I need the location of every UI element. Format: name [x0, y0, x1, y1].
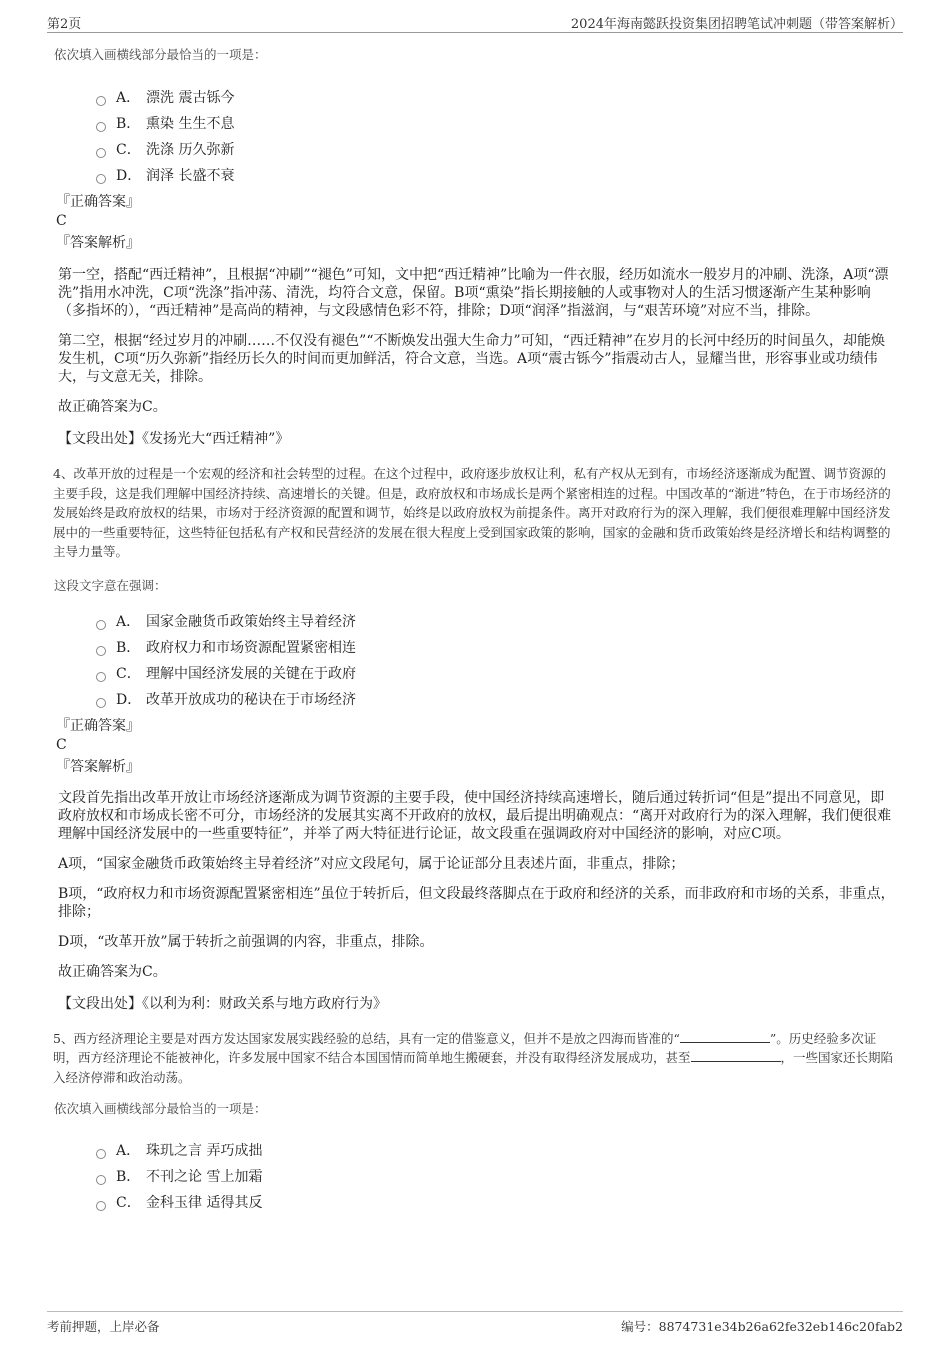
q3-analysis-label: 『答案解析』 [56, 235, 140, 251]
q4-analysis-p1: 文段首先指出改革开放让市场经济逐渐成为调节资源的主要手段，使中国经济持续高速增长，随后通过转折词“但是”提出不同意见，即政府放权和市场成长密不可分，市场经济的发展其实离不开政府的放权，最后提出明确观点：“离开对政府行为的深入理解，我们便很难理解中国经济发展中的一些重要特征”，并举了两大特征进行论证，故文段重在强调政府对中国经济的影响，对应C项。 [58, 789, 892, 842]
q4-analysis-p3: B项，“政府权力和市场资源配置紧密相连”虽位于转折后，但文段最终落脚点在于政府和经济的关系，而非政府和市场的关系，非重点，排除； [58, 885, 895, 920]
q4-option-b[interactable]: B． 政府权力和市场资源配置紧密相连 [96, 635, 896, 661]
q3-answer-label: 『正确答案』 [56, 194, 140, 210]
page-header [47, 10, 903, 33]
q3-option-b[interactable]: B． 熏染 生生不息 [96, 111, 896, 137]
q3-analysis-p1: 第一空，搭配“西迁精神”，且根据“冲刷”“褪色”可知，文中把“西迁精神”比喻为一件衣服，经历如流水一般岁月的冲刷、洗涤，A项“漂洗”指用水冲洗，C项“洗涤”指冲荡、清洗，均符合文意，保留。B项“熏染”指长期接触的人或事物对人的生活习惯逐渐产生某种影响（多指坏的），“西迁精神”是高尚的精神，与文段感情色彩不符，排除；D项“润泽”指滋润，与“艰苦环境”对应不当，排除。 [58, 267, 889, 319]
q4-option-a[interactable]: A． 国家金融货币政策始终主导着经济 [96, 609, 896, 635]
q5-option-a[interactable]: A． 珠玑之言 弄巧成拙 [96, 1138, 896, 1164]
radio-icon[interactable] [96, 122, 106, 132]
blank-line-1 [680, 1030, 770, 1043]
q4-answer: C [56, 736, 67, 753]
radio-icon[interactable] [96, 174, 106, 184]
q3-analysis-p3: 故正确答案为C。 [58, 399, 167, 415]
q5-option-c[interactable]: C． 金科玉律 适得其反 [96, 1190, 896, 1216]
q4-option-c[interactable]: C． 理解中国经济发展的关键在于政府 [96, 661, 896, 687]
q3-answer: C [56, 213, 67, 229]
q5-options [96, 1138, 896, 1216]
q3-prompt: 依次填入画横线部分最恰当的一项是： [54, 47, 267, 62]
footer-slogan: 考前押题，上岸必备 [47, 1319, 160, 1334]
q5-question: 5、西方经济理论主要是对西方发达国家发展实践经验的总结，具有一定的借鉴意义，但并不是放之四海而皆准的“ ”。历史经验多次证明，西方经济理论不能被神化，许多发展中国家不结合本国国情而简单地生搬硬套，并没有取得经济发展成功，甚至 ，一些国家还长期陷入经济停滞和政治动荡。 [53, 1030, 894, 1085]
q4-options [96, 609, 896, 713]
blank-line-2 [691, 1049, 781, 1062]
radio-icon[interactable] [96, 672, 106, 682]
q4-option-d[interactable]: D． 改革开放成功的秘诀在于市场经济 [96, 687, 896, 713]
radio-icon[interactable] [96, 148, 106, 158]
radio-icon[interactable] [96, 646, 106, 656]
q4-answer-label: 『正确答案』 [56, 717, 140, 734]
q3-source: 【文段出处】《发扬光大“西迁精神”》 [58, 431, 290, 447]
radio-icon[interactable] [96, 620, 106, 630]
q4-analysis-p4: D项，“改革开放”属于转折之前强调的内容，非重点，排除。 [58, 933, 434, 950]
radio-icon[interactable] [96, 698, 106, 708]
page-content [54, 38, 896, 1216]
q4-prompt: 这段文字意在强调： [54, 577, 167, 593]
q3-options [96, 85, 896, 189]
q5-option-b[interactable]: B． 不刊之论 雪上加霜 [96, 1164, 896, 1190]
q4-question: 4、改革开放的过程是一个宏观的经济和社会转型的过程。在这个过程中，政府逐步放权让利，私有产权从无到有，市场经济逐渐成为配置、调节资源的主要手段，这是我们理解中国经济持续、高速增长的关键。但是，政府放权和市场成长是两个紧密相连的过程。中国改革的“渐进”特色，在于市场经济的发展始终是政府放权的结果，市场对于经济资源的配置和调节，始终是以政府放权为前提条件。离开对政府行为的深入理解，我们便很难理解中国经济发展中的一些重要特征，这些特征包括私有产权和民营经济的发展在很大程度上受到国家政策的影响，国家的金融和货币政策始终是经济增长和结构调整的主导力量等。 [53, 466, 891, 559]
q3-option-c[interactable]: C． 洗涤 历久弥新 [96, 137, 896, 163]
q4-analysis-p5: 故正确答案为C。 [58, 963, 167, 980]
q3-option-a[interactable]: A． 漂洗 震古铄今 [96, 85, 896, 111]
q4-analysis-label: 『答案解析』 [56, 758, 140, 775]
q5-prompt: 依次填入画横线部分最恰当的一项是： [54, 1101, 267, 1116]
radio-icon[interactable] [96, 1149, 106, 1159]
page-footer [47, 1311, 903, 1338]
q4-analysis-p2: A项，“国家金融货币政策始终主导着经济”对应文段尾句，属于论证部分且表述片面，非重点，排除； [58, 855, 685, 872]
radio-icon[interactable] [96, 1175, 106, 1185]
q3-analysis-p2: 第二空，根据“经过岁月的冲刷……不仅没有褪色”“不断焕发出强大生命力”可知，“西迁精神”在岁月的长河中经历的时间虽久，却能焕发生机，C项“历久弥新”指经历长久的时间而更加鲜活，符合文意，当选。A项“震古铄今”指震动古人，显耀当世，形容事业或功绩伟大，与文意无关，排除。 [58, 333, 885, 385]
document-title: 2024年海南懿跃投资集团招聘笔试冲刺题（带答案解析） [570, 17, 903, 32]
q3-option-d[interactable]: D． 润泽 长盛不衰 [96, 163, 896, 189]
radio-icon[interactable] [96, 1201, 106, 1211]
radio-icon[interactable] [96, 96, 106, 106]
document-id: 编号：8874731e34b26a62fe32eb146c20fab2 [621, 1319, 903, 1334]
q4-source: 【文段出处】《以利为利：财政关系与地方政府行为》 [58, 995, 387, 1012]
page-number: 第2页 [47, 17, 82, 32]
